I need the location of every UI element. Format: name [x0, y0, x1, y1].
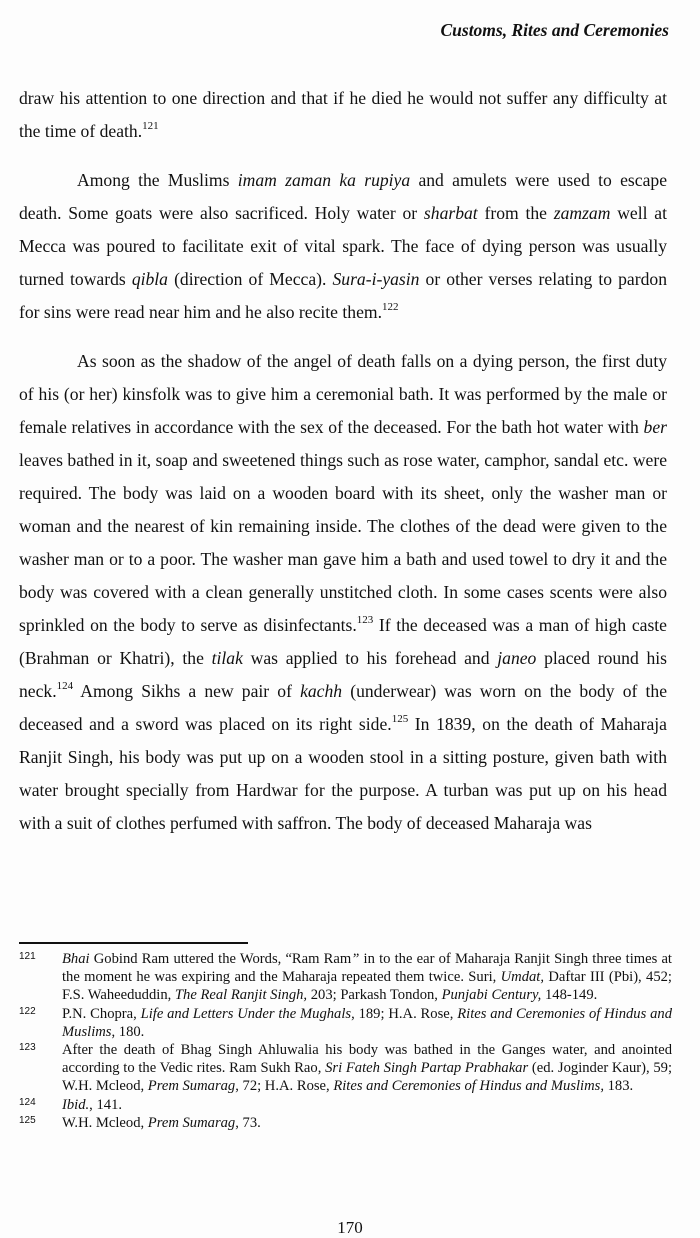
- text-run: , 141.: [89, 1096, 123, 1113]
- footnote-reference[interactable]: 123: [356, 614, 374, 626]
- footnote-number: 122: [19, 1005, 36, 1017]
- italic-term: Ibid.: [62, 1096, 90, 1113]
- footnote-reference[interactable]: 124: [56, 680, 74, 692]
- text-run: and amulets were used to escape death. Some goats were also sacrificed. Holy water or: [19, 170, 667, 223]
- text-run: W.H. Mcleod,: [62, 1114, 148, 1131]
- italic-term: zamzam: [553, 203, 611, 223]
- body-paragraph: [19, 82, 667, 148]
- italic-term: qibla: [131, 269, 168, 289]
- italic-term: Rites and Ceremonies of Hindus and Muslims: [62, 1005, 673, 1040]
- text-run: draw his attention to one direction and that if he died he would not suffer any difficulty at the time of death.: [19, 88, 667, 141]
- italic-term: Life and Letters Under the Mughals: [140, 1005, 352, 1022]
- footnote-text: [62, 1096, 672, 1114]
- text-run: well at Mecca was poured to facilitate exit of vital spark. The face of dying person was usually turned towards: [19, 203, 667, 289]
- footnote-divider: [19, 942, 248, 944]
- body-paragraph: [19, 345, 667, 840]
- text-run: leaves bathed in it, soap and sweetened things such as rose water, camphor, sandal etc. were required. The body was laid on a wooden board with its sheet, only the washer man or woman and the nearest of kin remaining inside. The clothes of the dead were given to the washer man or to a poor. The washer man gave him a bath and used towel to dry it and the body was covered with a clean generally unstitched cloth. In some cases scents were also sprinkled on the body to serve as disinfectants.: [19, 450, 667, 635]
- body-paragraph: [19, 164, 667, 329]
- italic-term: Umdat,: [500, 969, 545, 986]
- footnote-number: 121: [19, 951, 36, 962]
- page-number: 170: [337, 1218, 363, 1237]
- italic-term: Rites and Ceremonies of Hindus and Muslims,: [333, 1078, 604, 1095]
- footnote-reference[interactable]: 125: [391, 713, 409, 725]
- footnote-reference[interactable]: 122: [381, 301, 399, 313]
- running-header-title: Customs, Rites and Ceremonies: [440, 20, 669, 40]
- text-run: Among Sikhs a new pair of: [73, 681, 301, 701]
- text-run: In 1839, on the death of Maharaja Ranjit Singh, his body was put up on a wooden stool in a sitting posture, given bath with water brought specially from Hardwar for the purpose. A turban was put up on his head with a suit of clothes perfumed with saffron. The body of deceased Maharaja was: [19, 714, 667, 833]
- body-text: [19, 82, 667, 856]
- text-run: Daftar III (Pbi), 452; F.S. Waheeduddin,: [62, 969, 672, 1004]
- italic-term: tilak: [211, 648, 243, 668]
- text-run: was applied to his forehead and: [242, 648, 498, 668]
- italic-term: Prem Sumarag: [147, 1114, 236, 1131]
- italic-term: imam zaman ka rupiya: [237, 170, 411, 190]
- italic-term: janeo: [497, 648, 537, 668]
- italic-term: Bhai: [62, 951, 90, 967]
- text-run: or other verses relating to pardon for sins were read near him and he also recite them.: [19, 269, 667, 322]
- text-run: After the death of Bhag Singh Ahluwalia his body was bathed in the Ganges water, and anointed according to the Vedic rites. Ram Sukh Rao,: [62, 1042, 672, 1077]
- footnote-number: 123: [19, 1042, 36, 1054]
- text-run: 148-149.: [541, 987, 598, 1004]
- footnotes-section: [19, 950, 672, 1132]
- text-run: As soon as the shadow of the angel of death falls on a dying person, the first duty of his (or her) kinsfolk was to give him a ceremonial bath. It was performed by the male or female relatives in accordance with the sex of the deceased. For the bath hot water with: [19, 351, 667, 437]
- italic-term: Sri Fateh Singh Partap Prabhakar: [325, 1060, 529, 1077]
- footnote-number: 125: [19, 1114, 36, 1126]
- italic-term: Sura-i-yasin: [332, 269, 420, 289]
- text-run: 183.: [603, 1078, 634, 1095]
- text-run: in to the ear of Maharaja Ranjit Singh three times at the moment he was expiring and the Maharaja repeated them twice. Suri,: [62, 951, 672, 986]
- footnote-item: [19, 1114, 672, 1132]
- text-run: 203; Parkash Tondon,: [307, 987, 442, 1004]
- text-run: from the: [477, 203, 554, 223]
- text-run: Gobind Ram uttered the Words, “Ram Ram: [89, 951, 352, 967]
- footnote-item: [19, 950, 672, 1005]
- footnote-item: [19, 1096, 672, 1114]
- italic-term: ”: [351, 951, 360, 967]
- footnote-text: [62, 1114, 672, 1132]
- footnote-text: [62, 1005, 672, 1041]
- italic-term: The Real Ranjit Singh,: [174, 987, 308, 1004]
- text-run: , 72; H.A. Rose,: [235, 1078, 334, 1095]
- footnote-item: [19, 1041, 672, 1096]
- text-run: Among the Muslims: [77, 170, 238, 190]
- footnote-text: [62, 1041, 672, 1096]
- text-run: If the deceased was a man of high caste (Brahman or Khatri), the: [19, 615, 667, 668]
- footnote-item: [19, 1005, 672, 1041]
- text-run: placed round his neck.: [19, 648, 668, 701]
- italic-term: Punjabi Century,: [441, 987, 542, 1004]
- footnote-text: [62, 950, 672, 1005]
- text-run: , 180.: [111, 1023, 145, 1040]
- text-run: , 73.: [235, 1114, 261, 1131]
- footnote-number: 124: [19, 1096, 36, 1108]
- italic-term: ber: [643, 417, 667, 437]
- text-run: (direction of Mecca).: [167, 269, 333, 289]
- text-run: (ed. Joginder Kaur), 59; W.H. Mcleod,: [62, 1060, 673, 1095]
- footnote-reference[interactable]: 121: [142, 120, 159, 132]
- text-run: , 189; H.A. Rose,: [351, 1005, 458, 1022]
- italic-term: sharbat: [423, 203, 478, 223]
- text-run: (underwear) was worn on the body of the deceased and a sword was placed on its right side.: [19, 681, 668, 734]
- italic-term: kachh: [300, 681, 343, 701]
- italic-term: Prem Sumarag: [147, 1078, 236, 1095]
- text-run: P.N. Chopra,: [62, 1005, 141, 1022]
